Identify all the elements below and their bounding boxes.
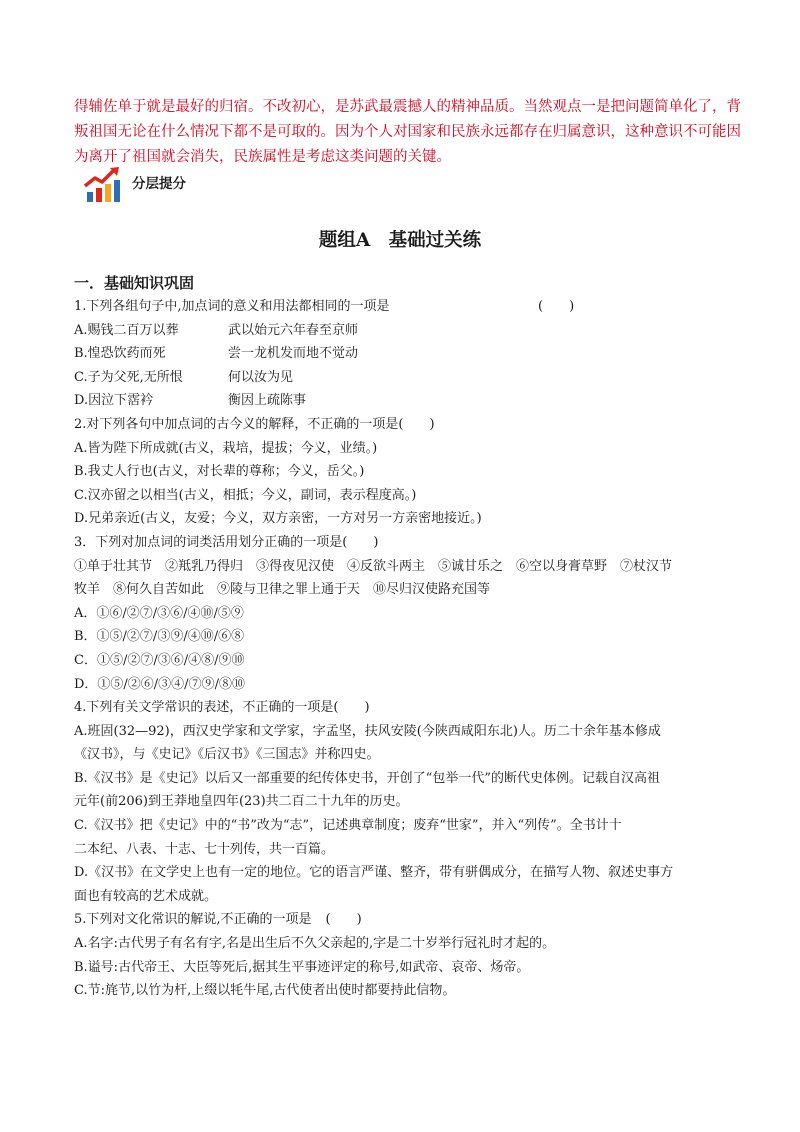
- question-3-items: 牧羊 ⑧何久自苦如此 ⑨陵与卫律之罪上通于天 ⑩尽归汉使路充国等: [74, 582, 491, 598]
- option-b-left: B.惶恐饮药而死: [74, 346, 166, 362]
- question-3-items: ①单于壮其节 ②羝乳乃得归 ③得夜见汉使 ④反欲斗两主 ⑤诚甘乐之 ⑥空以身膏草野 ⑦杖汉节: [74, 558, 673, 574]
- growth-chart-icon: [84, 166, 122, 204]
- option-line: 面也有较高的艺术成就。: [74, 888, 218, 904]
- question-3-stem: 3．下列对加点词的词类活用划分正确的一项是( ): [74, 534, 379, 550]
- option-line: C.《汉书》把《史记》中的“书”改为“志”，记述典章制度；废弃“世家”，并入“列传”。全书计十: [74, 818, 622, 834]
- option-line: A．①⑥/②⑦/③⑥/④⑩/⑤⑨: [74, 605, 244, 621]
- option-line: D．①⑤/②⑥/③④/⑦⑨/⑧⑩: [74, 676, 245, 692]
- option-line: A.名字:古代男子有名有字,名是出生后不久父亲起的,字是二十岁举行冠礼时才起的。: [74, 936, 556, 952]
- option-d-left: D.因泣下霑衿: [74, 393, 154, 409]
- option-line: A.班固(32—92)，西汉史学家和文学家，字孟坚，扶风安陵(今陕西咸阳东北)人。历二十余年基本修成: [74, 723, 661, 739]
- option-row: [74, 342, 734, 366]
- intro-line: 叛祖国无论在什么情况下都不是可取的。因为个人对国家和民族永远都存在归属意识，这种意识不可能因: [74, 124, 741, 140]
- intro-paragraph: [74, 95, 741, 170]
- option-line: C.汉亦留之以相当(古义，相抵；今义，副词，表示程度高。): [74, 487, 417, 503]
- option-line: B.谥号:古代帝王、大臣等死后,据其生平事迹评定的称号,如武帝、哀帝、炀帝。: [74, 959, 530, 975]
- option-line: C．①⑤/②⑦/③⑥/④⑧/⑨⑩: [74, 652, 245, 668]
- option-row: [74, 389, 734, 413]
- option-line: 元年(前206)到王莽地皇四年(23)共二百二十九年的历史。: [74, 794, 409, 810]
- answer-paren: ( ): [538, 299, 575, 314]
- option-c-right: 何以汝为见: [228, 369, 294, 385]
- option-line: B．①⑤/②⑦/③⑨/④⑩/⑥⑧: [74, 629, 245, 645]
- section-title: 一．基础知识巩固: [74, 274, 195, 292]
- option-line: 二本纪、八表、十志、七十列传，共一百篇。: [74, 841, 335, 857]
- question-stem: 1.下列各组句子中,加点词的意义和用法都相同的一项是: [74, 299, 390, 314]
- option-line: D.兄弟亲近(古义，友爱；今义，双方亲密，一方对另一方亲密地接近。): [74, 511, 482, 527]
- option-b-right: 尝一龙机发而地不觉动: [228, 346, 359, 362]
- question-5-stem: [74, 908, 734, 932]
- questions: [74, 295, 734, 1003]
- option-line: D.《汉书》在文学史上也有一定的地位。它的语言严谨、整齐，带有骈偶成分，在描写人物、叙述史事方: [74, 865, 674, 881]
- group-title: 题组A 基础过关练: [318, 230, 482, 251]
- option-row: [74, 319, 734, 343]
- option-line: 《汉书》，与《史记》《后汉书》《三国志》并称四史。: [74, 747, 380, 763]
- option-line: A.皆为陛下所成就(古义，栽培，提拔；今义，业绩。): [74, 440, 378, 456]
- option-c-left: C.子为父死,无所恨: [74, 369, 183, 385]
- tip-header: [84, 166, 284, 206]
- intro-line: 为离开了祖国就会消失，民族属性是考虑这类问题的关键。: [74, 149, 451, 165]
- option-a-left: A.赐钱二百万以葬: [74, 322, 179, 338]
- answer-paren: ( ): [325, 912, 362, 928]
- question-1-stem: [74, 295, 734, 319]
- question-2-stem: 2.对下列各句中加点词的古今义的解释，不正确的一项是( ): [74, 416, 435, 432]
- intro-line: 得辅佐单于就是最好的归宿。不改初心，是苏武最震撼人的精神品质。当然观点一是把问题简单化了，背: [74, 99, 741, 115]
- option-line: B.我丈人行也(古义，对长辈的尊称；今义，岳父。): [74, 464, 365, 480]
- option-a-right: 武以始元六年春至京师: [228, 322, 359, 338]
- option-line: C.节:旄节,以竹为杆,上缀以牦牛尾,古代使者出使时都要持此信物。: [74, 983, 456, 999]
- question-stem: 5.下列对文化常识的解说,不正确的一项是: [74, 912, 312, 928]
- question-4-stem: 4.下列有关文学常识的表述，不正确的一项是( ): [74, 700, 370, 716]
- option-line: B.《汉书》是《史记》以后又一部重要的纪传体史书，开创了“包举一代”的断代史体例。记载自汉高祖: [74, 770, 660, 786]
- option-d-right: 衡因上疏陈事: [228, 393, 307, 409]
- tip-label: 分层提分: [132, 176, 186, 192]
- option-row: [74, 366, 734, 390]
